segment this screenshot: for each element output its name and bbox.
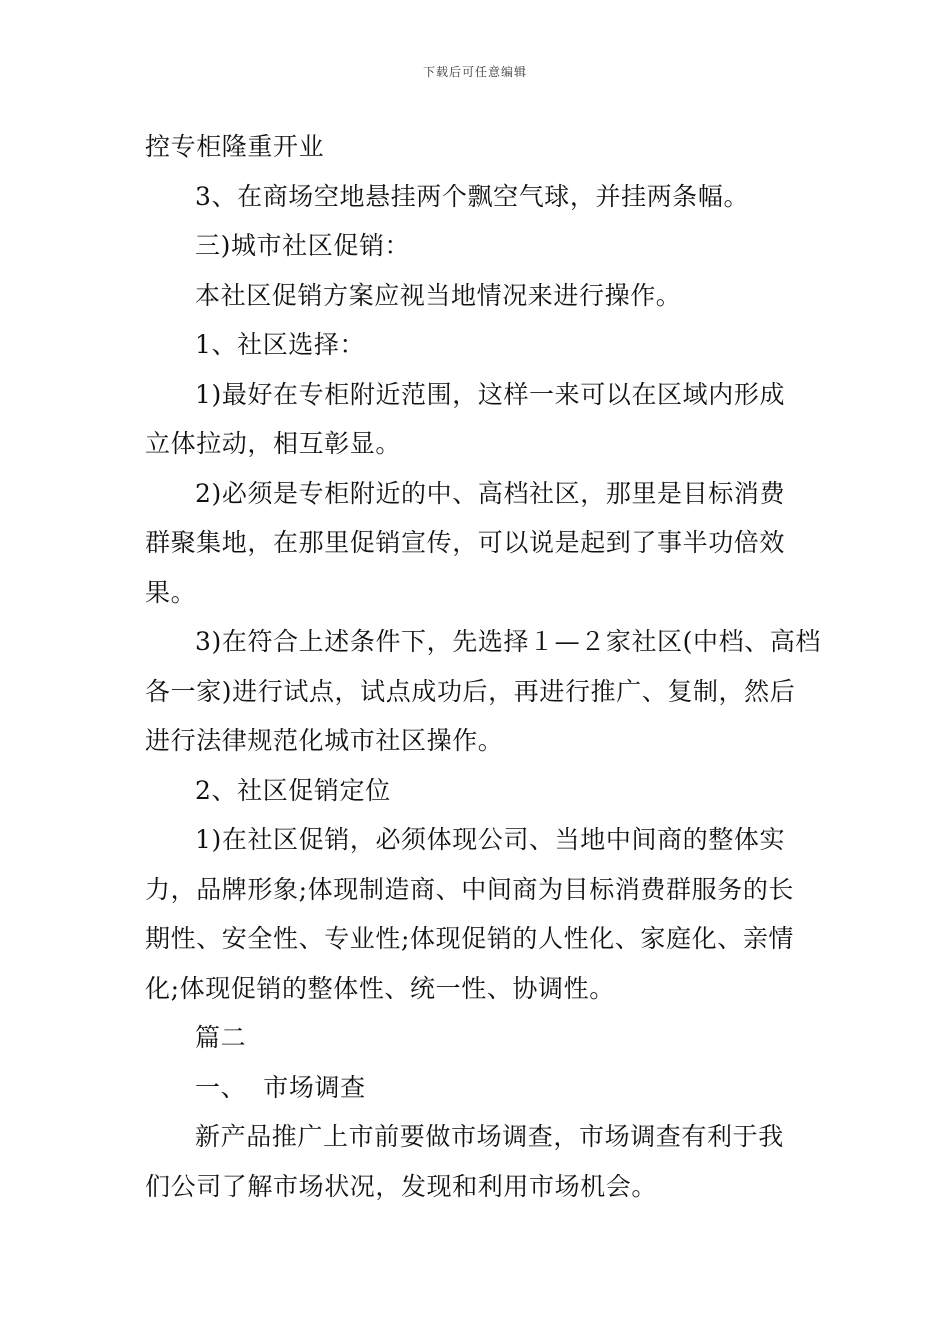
page-header-note: 下载后可任意编辑 [422, 65, 527, 79]
paragraph [145, 122, 807, 172]
text-line: 2、社区促销定位 [195, 775, 391, 805]
subsection-heading [145, 766, 807, 816]
text-line: 一、 市场调查 [195, 1072, 366, 1102]
text-line: 群聚集地，在那里促销宣传，可以说是起到了事半功倍效 [145, 528, 786, 557]
text-line: 1)在社区促销，必须体现公司、当地中间商的整体实 [195, 825, 786, 854]
text-line: 2)必须是专柜附近的中、高档社区，那里是目标消费 [195, 478, 786, 508]
subsection-heading [145, 320, 807, 370]
text-line: 控专柜隆重开业 [145, 132, 325, 161]
paragraph [145, 271, 807, 321]
paragraph [145, 469, 807, 618]
chapter-heading [145, 1013, 807, 1063]
text-line: 化;体现促销的整体性、统一性、协调性。 [145, 973, 615, 1003]
paragraph [145, 172, 807, 222]
text-line: 篇二 [195, 1023, 247, 1052]
text-line: 期性、安全性、专业性;体现促销的人性化、家庭化、亲情 [145, 924, 795, 953]
text-line: 立体拉动，相互彰显。 [145, 429, 402, 458]
document-body [145, 122, 822, 1211]
paragraph [145, 815, 807, 1013]
paragraph [145, 1112, 807, 1211]
text-line: 进行法律规范化城市社区操作。 [145, 726, 504, 755]
text-line: 本社区促销方案应视当地情况来进行操作。 [195, 280, 682, 310]
text-line: 力，品牌形象;体现制造商、中间商为目标消费群服务的长 [145, 874, 795, 904]
text-line: 三)城市社区促销： [195, 231, 411, 260]
section-heading [145, 221, 807, 271]
text-line: 新产品推广上市前要做市场调查，市场调查有利于我 [195, 1122, 784, 1151]
paragraph [145, 617, 822, 766]
section-heading [145, 1063, 807, 1113]
text-line: 1)最好在专柜附近范围，这样一来可以在区域内形成 [195, 379, 786, 409]
paragraph [145, 370, 807, 469]
text-line: 们公司了解市场状况，发现和利用市场机会。 [145, 1171, 658, 1201]
text-line: 果。 [145, 577, 197, 607]
text-line: 3)在符合上述条件下，先选择１—２家社区(中档、高档 [195, 627, 822, 656]
text-line: 3、在商场空地悬挂两个飘空气球，并挂两条幅。 [195, 181, 750, 211]
text-line: 各一家)进行试点，试点成功后，再进行推广、复制，然后 [145, 676, 796, 706]
text-line: 1、社区选择： [195, 330, 366, 359]
